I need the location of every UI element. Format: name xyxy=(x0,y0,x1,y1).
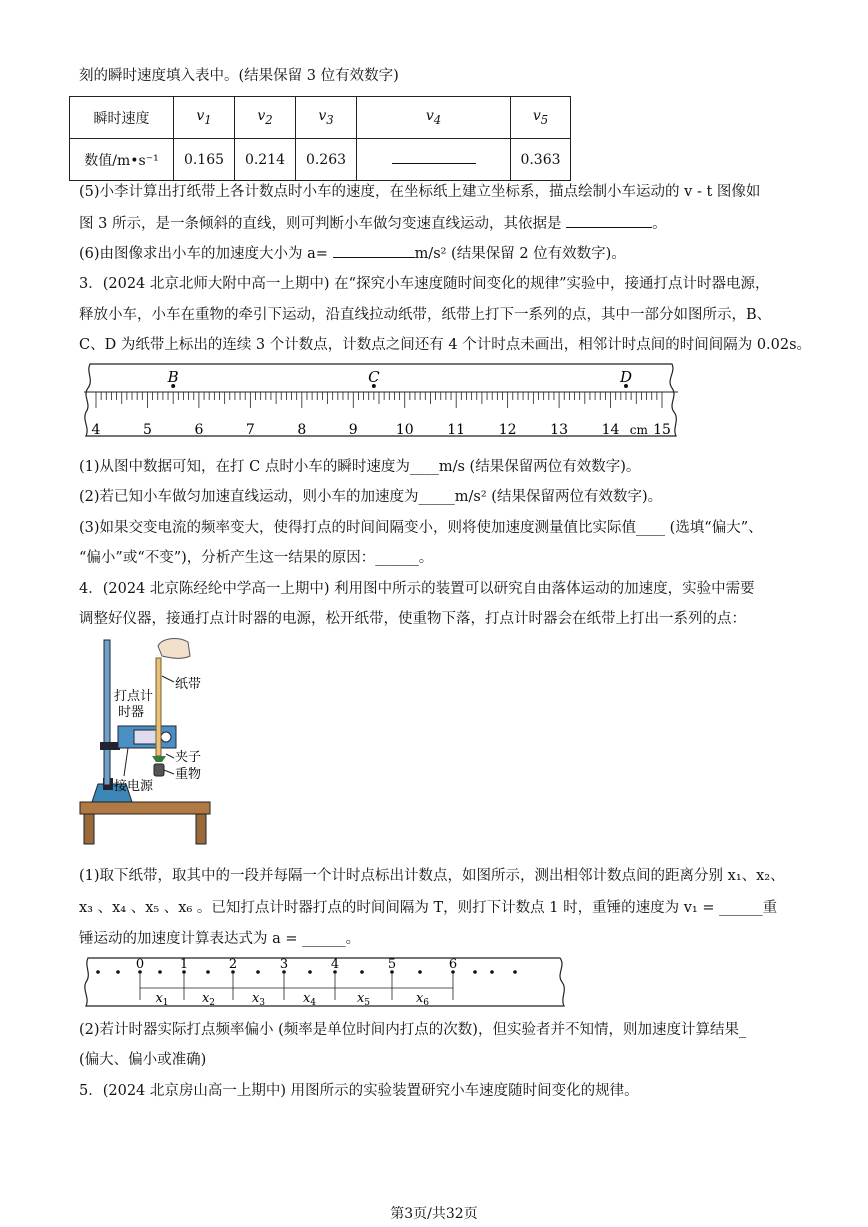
ruler-tick-label: 5 xyxy=(142,422,152,438)
table-row xyxy=(70,97,571,139)
table-leg xyxy=(196,814,206,844)
p3-q2: (2)若已知小车做匀加速直线运动，则小车的加速度为_____m/s² (结果保留两位有效数字)。 xyxy=(79,489,663,505)
segment-label: $x_1$ xyxy=(155,991,169,1008)
ruler-tick-label: 10 xyxy=(395,422,414,438)
table-col-v4: $v_4$ xyxy=(357,97,511,139)
p4-q1-line1: (1)取下纸带，取其中的一段并每隔一个计时点标出计数点，如图所示，测出相邻计数点间的距离分别 x₁、x₂、 xyxy=(79,868,785,884)
p4-q2-line2: (偏大、偏小或准确) xyxy=(79,1052,207,1068)
segment-label: $x_2$ xyxy=(201,991,216,1008)
p3-q3-line2: “偏小”或“不变”)，分析产生这一结果的原因：______。 xyxy=(79,550,434,566)
table-col-v3: $v_3$ xyxy=(296,97,357,139)
table-row xyxy=(70,139,571,181)
tape-dot xyxy=(513,970,517,974)
ruler-tape-figure xyxy=(78,358,684,448)
intro-text: 刻的瞬时速度填入表中。(结果保留 3 位有效数字) xyxy=(79,68,399,84)
table-col-v1: $v_1$ xyxy=(174,97,235,139)
ruler-tick-label: 13 xyxy=(550,422,569,438)
page-footer: 第3页/共32页 xyxy=(390,1206,478,1222)
tape-dot xyxy=(116,970,120,974)
tape-point-label: B xyxy=(167,368,179,386)
tape-point-label: C xyxy=(368,368,380,386)
apparatus-figure xyxy=(78,636,218,846)
weight xyxy=(154,764,164,776)
label-weight: 重物 xyxy=(175,767,202,782)
q5-line1: (5)小李计算出打纸带上各计数点时小车的速度，在坐标纸上建立坐标系，描点绘制小车运动的 v - t 图像如 xyxy=(79,184,761,200)
p3-line1: 3．(2024 北京北师大附中高一上期中) 在“探究小车速度随时间变化的规律”实验中，接通打点计时器电源， xyxy=(79,276,770,292)
label-clamp: 夹子 xyxy=(175,750,202,765)
table-row-label: 数值/m•s⁻¹ xyxy=(70,139,174,181)
q5-line2: 图 3 所示，是一条倾斜的直线，则可判断小车做匀变速直线运动，其依据是 。 xyxy=(79,213,667,234)
count-point-label: 0 xyxy=(135,957,145,972)
stand-rod xyxy=(104,640,110,785)
table-cell: 0.263 xyxy=(296,139,357,181)
timer-coil xyxy=(134,730,156,744)
stand-arm xyxy=(100,742,120,750)
tape-dot xyxy=(360,970,364,974)
ruler-tick-label: 4 xyxy=(91,422,101,438)
counting-tape-figure xyxy=(80,956,570,1012)
tape-dot xyxy=(473,970,477,974)
label-power: 接电源 xyxy=(114,779,154,794)
table-col-v5: $v_5$ xyxy=(511,97,571,139)
label-timer-2: 时器 xyxy=(118,705,145,720)
table-cell: 0.363 xyxy=(511,139,571,181)
p4-line1: 4．(2024 北京陈经纶中学高一上期中) 利用图中所示的装置可以研究自由落体运动的加速度，实验中需要 xyxy=(79,581,755,597)
tape-dot xyxy=(206,970,210,974)
table-leg xyxy=(84,814,94,844)
ruler-tick-label: 7 xyxy=(245,422,255,438)
count-point-label: 6 xyxy=(448,957,458,972)
clamp xyxy=(152,756,166,762)
count-point-label: 1 xyxy=(179,957,189,972)
answer-blank[interactable] xyxy=(566,213,652,228)
segment-label: $x_4$ xyxy=(302,991,317,1008)
p4-line2: 调整好仪器，接通打点计时器的电源，松开纸带，使重物下落，打点计时器会在纸带上打出一系列的点： xyxy=(79,611,746,627)
velocity-table xyxy=(69,96,571,181)
ruler-tick-label: 9 xyxy=(348,422,358,438)
table-top xyxy=(80,802,210,814)
ruler-tick-label: 12 xyxy=(498,422,517,438)
p3-line3: C、D 为纸带上标出的连续 3 个计数点，计数点之间还有 4 个计时点未画出，相邻计时点间的时间间隔为 0.02s。 xyxy=(79,337,812,353)
tape-dot xyxy=(490,970,494,974)
tape-dot xyxy=(256,970,260,974)
table-cell: 0.214 xyxy=(235,139,296,181)
q6-suffix: m/s² (结果保留 2 位有效数字)。 xyxy=(414,246,626,262)
tape-dot xyxy=(158,970,162,974)
table-cell: 0.165 xyxy=(174,139,235,181)
ruler-tick-label: 8 xyxy=(297,422,307,438)
q6-prefix: (6)由图像求出小车的加速度大小为 a= xyxy=(79,246,333,262)
answer-blank[interactable] xyxy=(333,243,415,258)
count-point-label: 4 xyxy=(330,957,340,972)
segment-label: $x_3$ xyxy=(251,991,266,1008)
ruler-tick-label: 11 xyxy=(447,422,466,438)
ruler-unit: cm xyxy=(629,423,648,437)
segment-label: $x_6$ xyxy=(415,991,430,1008)
hand xyxy=(158,639,190,659)
p5-line: 5．(2024 北京房山高一上期中) 用图所示的实验装置研究小车速度随时间变化的规律。 xyxy=(79,1083,639,1099)
ruler-tick-label: 6 xyxy=(194,422,204,438)
tape-point-label: D xyxy=(619,368,632,386)
table-cell-blank[interactable] xyxy=(357,139,511,181)
p3-q1: (1)从图中数据可知，在打 C 点时小车的瞬时速度为____m/s (结果保留两位有效数字)。 xyxy=(79,459,641,475)
count-point-label: 2 xyxy=(228,957,238,972)
count-point-label: 5 xyxy=(387,957,397,972)
p4-q2-line1: (2)若计时器实际打点频率偏小 (频率是单位时间内打点的次数)，但实验者并不知情，则加速度计算结果_ xyxy=(79,1022,747,1038)
q5-text: 图 3 所示，是一条倾斜的直线，则可判断小车做匀变速直线运动，其依据是 xyxy=(79,216,567,232)
tape-dot xyxy=(96,970,100,974)
ruler-tick-label: 15 xyxy=(653,422,671,438)
q6-line xyxy=(79,243,626,264)
table-col-v2: $v_2$ xyxy=(235,97,296,139)
label-timer-1: 打点计 xyxy=(114,689,154,704)
p3-line2: 释放小车，小车在重物的牵引下运动，沿直线拉动纸带，纸带上打下一系列的点，其中一部分如图所示，B、 xyxy=(79,307,772,323)
label-tape: 纸带 xyxy=(175,677,202,692)
paper-tape xyxy=(156,658,161,756)
ruler-tick-label: 14 xyxy=(601,422,620,438)
segment-label: $x_5$ xyxy=(356,991,371,1008)
count-point-label: 3 xyxy=(279,957,289,972)
p3-q3-line1: (3)如果交变电流的频率变大，使得打点的时间间隔变小，则将使加速度测量值比实际值____ (选填“偏大”、 xyxy=(79,520,763,536)
tape-dot xyxy=(418,970,422,974)
table-header-label: 瞬时速度 xyxy=(70,97,174,139)
p4-q1-line3: 锤运动的加速度计算表达式为 a = ______。 xyxy=(79,931,361,947)
tape-dot xyxy=(308,970,312,974)
p4-q1-line2: x₃ 、x₄ 、x₅ 、x₆ 。已知打点计时器打点的时间间隔为 T，则打下计数点 1 时，重锤的速度为 v₁ = ______重 xyxy=(79,900,778,916)
